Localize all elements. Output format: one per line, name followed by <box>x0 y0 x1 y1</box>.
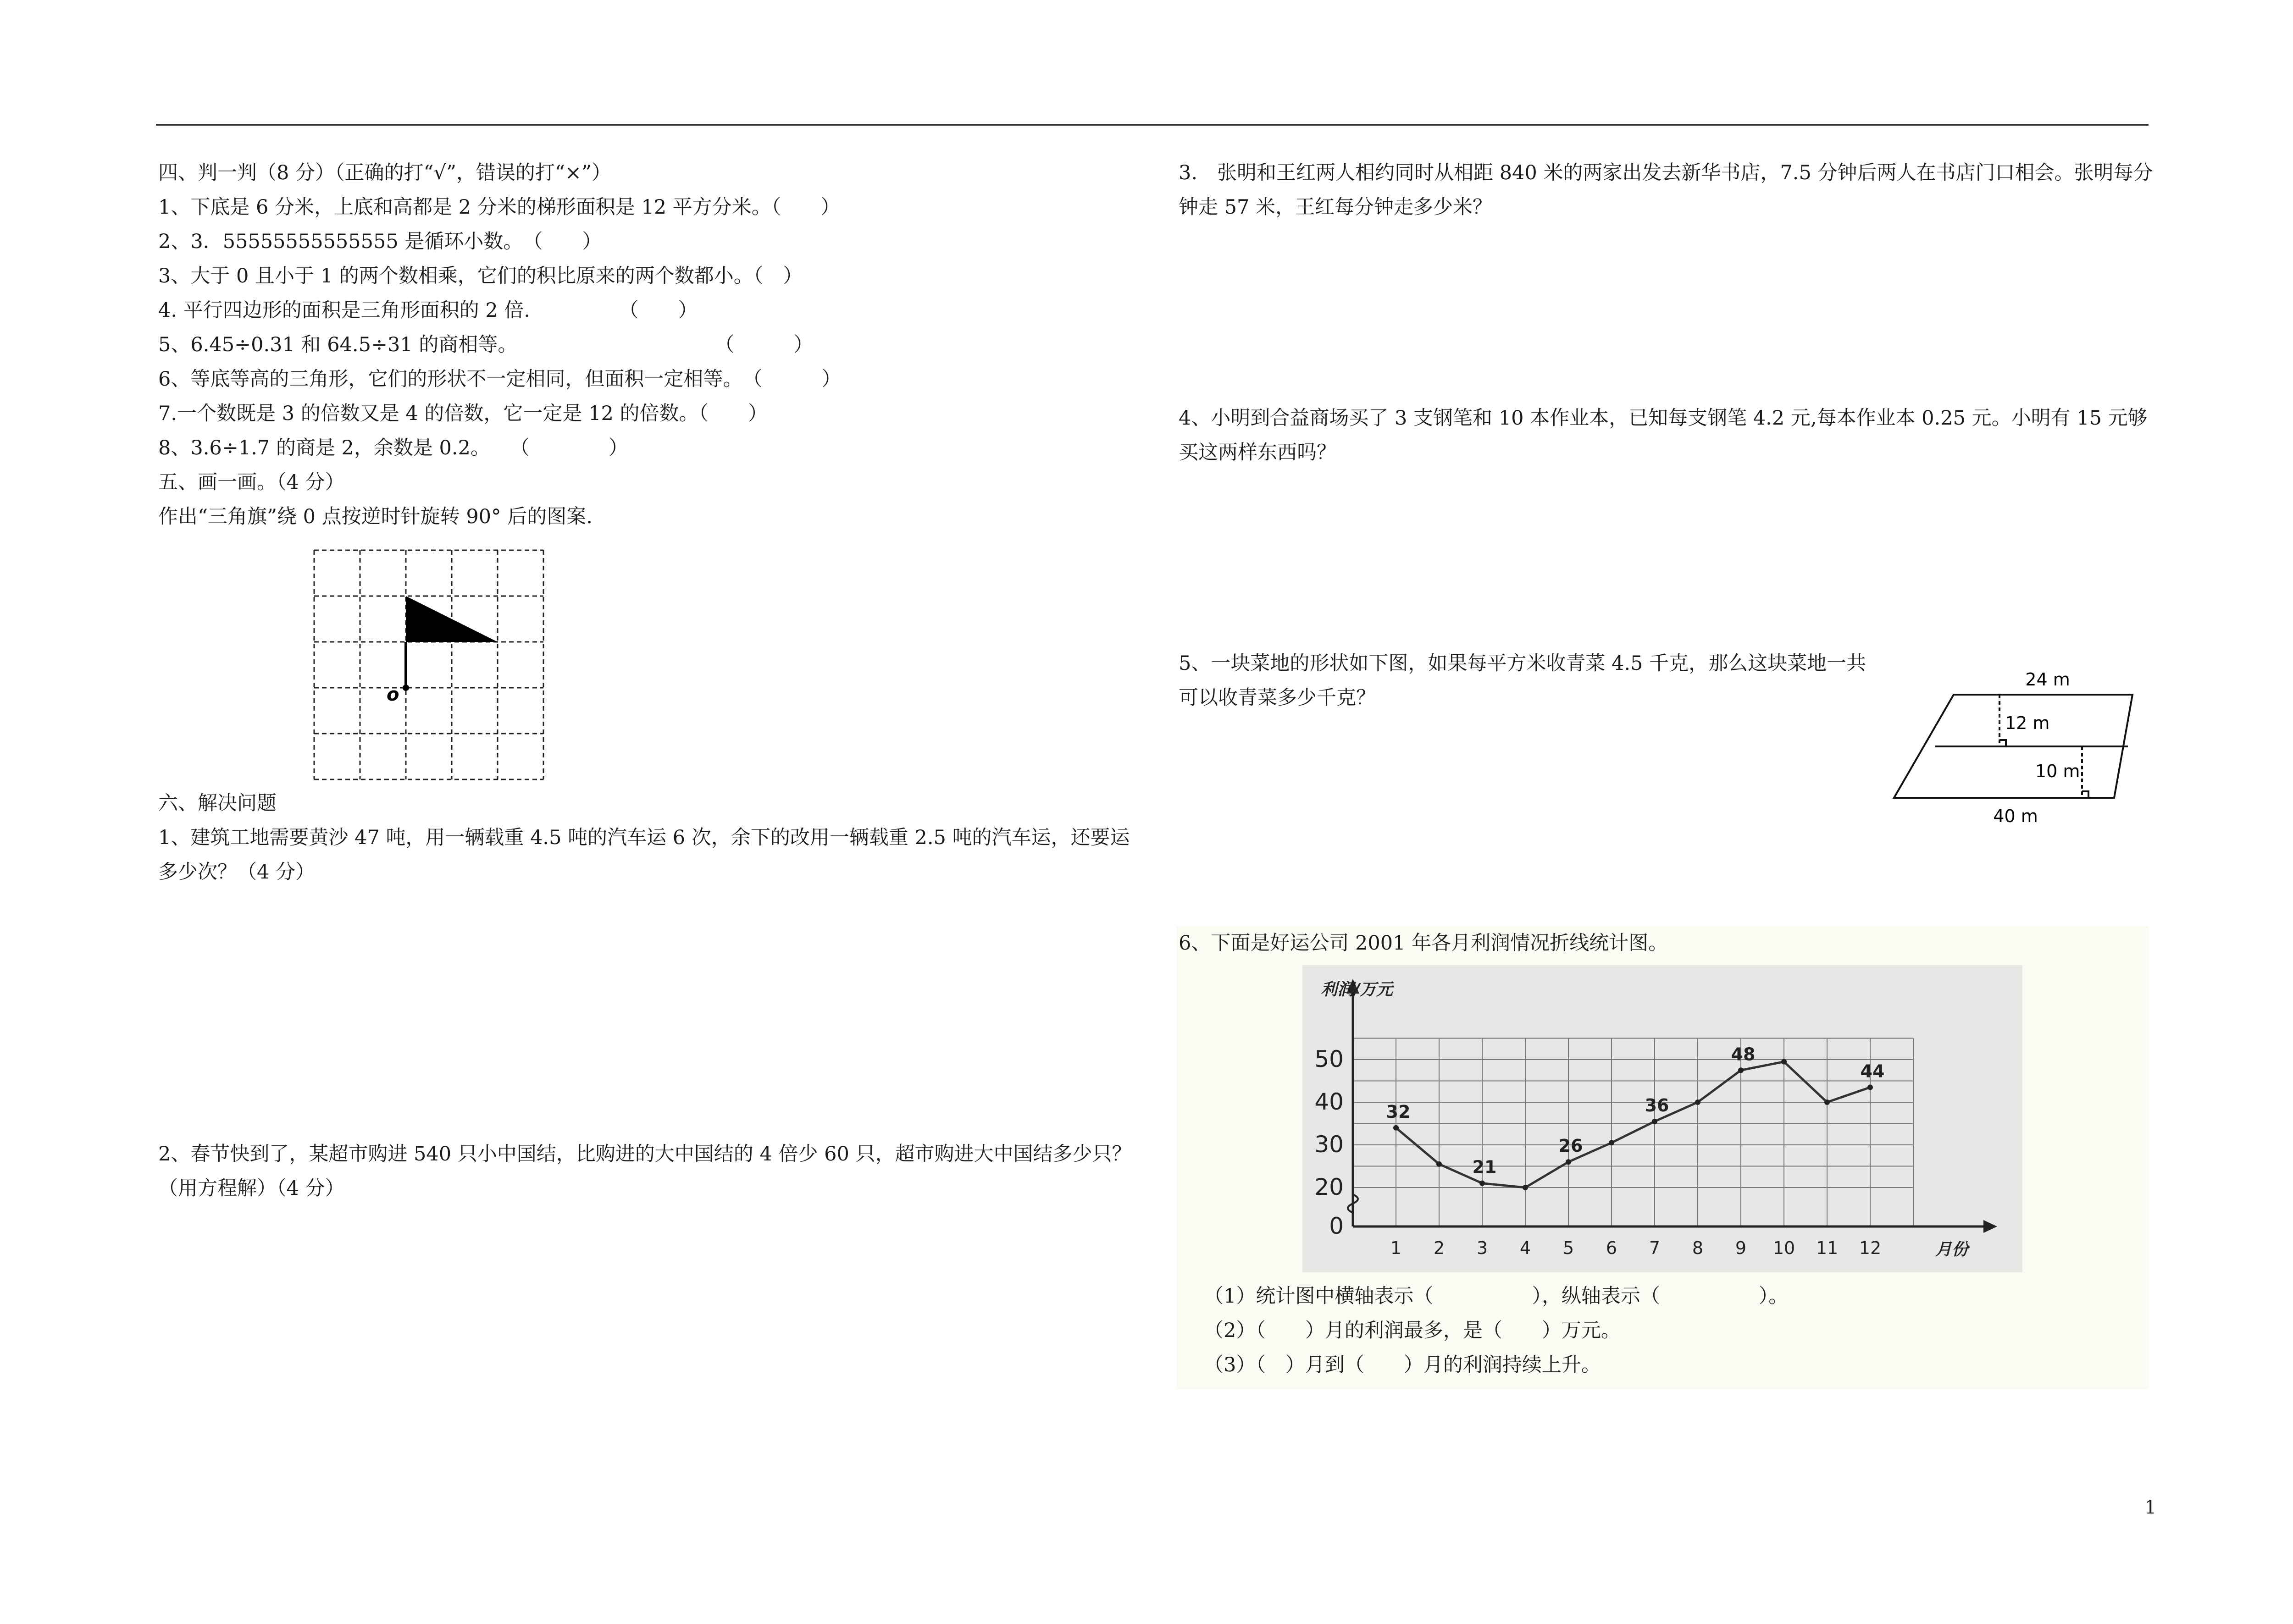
y-tick-label: 0 <box>1329 1213 1344 1239</box>
x-axis-arrow <box>1983 1220 1997 1233</box>
label-height-12m: 12 m <box>2005 713 2050 733</box>
section5-instruction: 作出“三角旗”绕 0 点按逆时针旋转 90° 后的图案. <box>158 505 593 528</box>
data-point-month-2 <box>1436 1161 1442 1167</box>
judge-item-4: 4. 平行四边形的面积是三角形面积的 2 倍. （ ） <box>158 299 698 322</box>
x-tick-label: 11 <box>1816 1238 1839 1258</box>
judge-item-2: 2、3．55555555555555 是循环小数。 （ ） <box>158 230 602 253</box>
judge-item-6: 6、等底等高的三角形，它们的形状不一定相同，但面积一定相等。 （ ） <box>158 368 842 391</box>
x-tick-label: 2 <box>1433 1238 1445 1258</box>
origin-point <box>403 685 409 691</box>
data-point-month-9 <box>1738 1067 1744 1073</box>
x-tick-label: 8 <box>1692 1238 1704 1258</box>
page-number: 1 <box>2144 1497 2156 1518</box>
x-tick-label: 10 <box>1772 1238 1795 1258</box>
judge-item-8: 8、3.6÷1.7 的商是 2，余数是 0.2。 （ ） <box>158 436 628 459</box>
data-point-month-10 <box>1781 1059 1787 1065</box>
judge-item-3: 3、大于 0 且小于 1 的两个数相乘，它们的积比原来的两个数都小。（ ） <box>158 265 803 287</box>
right-angle-mark-bottom <box>2082 791 2088 798</box>
x-tick-label: 1 <box>1390 1238 1402 1258</box>
label-bottom-40m: 40 m <box>1993 806 2038 826</box>
data-point-month-7 <box>1652 1119 1657 1124</box>
origin-label: o <box>387 684 399 705</box>
label-height-10m: 10 m <box>2035 761 2080 781</box>
vegetable-field-figure <box>1889 665 2155 834</box>
y-tick-label: 20 <box>1314 1174 1344 1200</box>
flag-rotation-grid <box>310 546 548 784</box>
data-label-month-7: 36 <box>1645 1095 1669 1116</box>
data-label-month-3: 21 <box>1472 1157 1497 1177</box>
problem-6: 6、下面是好运公司 2001 年各月利润情况折线统计图。 <box>1179 932 1668 955</box>
data-point-month-6 <box>1609 1140 1614 1145</box>
x-tick-label: 5 <box>1562 1238 1574 1258</box>
problem-4: 4、小明到合益商场买了 3 支钢笔和 10 本作业本，已知每支钢笔 4.2 元,每本作业本 0.25 元。小明有 15 元够买这两样东西吗？ <box>1179 407 2148 464</box>
q6-sub-1: （1）统计图中横轴表示（ ），纵轴表示（ ）。 <box>1204 1285 1789 1308</box>
x-tick-label: 9 <box>1735 1238 1747 1258</box>
data-point-month-3 <box>1479 1181 1485 1186</box>
data-label-month-9: 48 <box>1731 1044 1756 1065</box>
y-tick-label: 50 <box>1314 1046 1344 1072</box>
data-point-month-11 <box>1824 1099 1830 1105</box>
judge-item-5: 5、6.45÷0.31 和 64.5÷31 的商相等。 （ ） <box>158 333 814 356</box>
q6-sub-2: （2）（ ）月的利润最多，是（ ）万元。 <box>1204 1319 1621 1342</box>
data-point-month-4 <box>1523 1185 1528 1190</box>
y-axis-title: 利润/万元 <box>1321 980 1393 999</box>
label-top-24m: 24 m <box>2025 669 2070 690</box>
problem-2: 2、春节快到了，某超市购进 540 只小中国结，比购进的大中国结的 4 倍少 60 只，超市购进大中国结多少只？（用方程解）（4 分） <box>158 1143 1132 1200</box>
section4-title: 四、判一判（8 分）（正确的打“√”，错误的打“×”） <box>158 161 611 184</box>
data-label-month-5: 26 <box>1558 1136 1583 1156</box>
y-tick-label: 40 <box>1314 1088 1344 1115</box>
problem-5: 5、一块菜地的形状如下图，如果每平方米收青菜 4.5 千克，那么这块菜地一共可以收青菜多少千克？ <box>1179 652 1867 709</box>
y-tick-label: 30 <box>1314 1131 1344 1158</box>
x-tick-label: 7 <box>1649 1238 1661 1258</box>
data-point-month-12 <box>1867 1084 1873 1090</box>
section5-title: 五、画一画。（4 分） <box>158 471 345 494</box>
problem-1: 1、建筑工地需要黄沙 47 吨，用一辆载重 4.5 吨的汽车运 6 次，余下的改用一辆载重 2.5 吨的汽车运，还要运多少次？（4 分） <box>158 826 1130 884</box>
judge-item-7: 7.一个数既是 3 的倍数又是 4 的倍数，它一定是 12 的倍数。（ ） <box>158 402 768 425</box>
problem-3: 3. 张明和王红两人相约同时从相距 840 米的两家出发去新华书店，7.5 分钟后两人在书店门口相会。张明每分钟走 57 米，王红每分钟走多少米？ <box>1179 161 2153 219</box>
data-label-month-1: 32 <box>1386 1101 1411 1122</box>
x-tick-label: 6 <box>1606 1238 1617 1258</box>
data-label-month-12: 44 <box>1860 1061 1885 1082</box>
profit-line-chart[interactable] <box>1302 965 2022 1272</box>
top-rule <box>156 124 2149 126</box>
data-point-month-5 <box>1566 1159 1571 1165</box>
data-point-month-1 <box>1393 1125 1399 1131</box>
right-angle-mark-top <box>1999 740 2006 746</box>
flag-triangle <box>406 596 498 642</box>
section6-title: 六、解决问题 <box>158 792 277 815</box>
x-tick-label: 4 <box>1519 1238 1531 1258</box>
x-tick-label: 3 <box>1476 1238 1488 1258</box>
judge-item-1: 1、下底是 6 分米，上底和高都是 2 分米的梯形面积是 12 平方分米。（ ） <box>158 196 841 219</box>
x-axis-title: 月份 <box>1935 1240 1969 1259</box>
q6-sub-3: （3）（ ）月到（ ）月的利润持续上升。 <box>1204 1353 1601 1376</box>
x-tick-label: 12 <box>1859 1238 1882 1258</box>
data-point-month-8 <box>1695 1099 1700 1105</box>
left-column <box>158 156 1149 534</box>
